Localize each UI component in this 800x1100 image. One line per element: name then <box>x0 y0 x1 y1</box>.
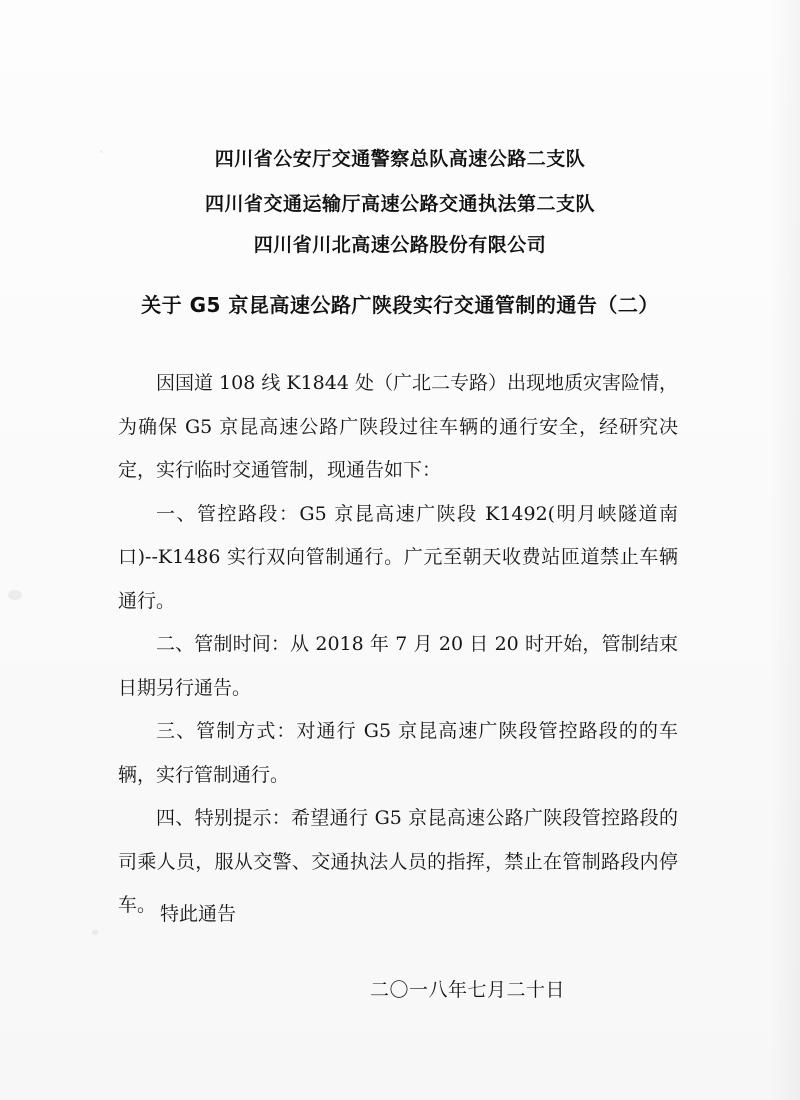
paragraph-section-4: 四、特别提示：希望通行 G5 京昆高速公路广陕段管控路段的司乘人员，服从交警、交通执法人员的指挥，禁止在管制路段内停车。 <box>118 807 678 916</box>
notice-body <box>118 362 678 928</box>
issuer-line-3: 四川省川北高速公路股份有限公司 <box>253 234 547 256</box>
paragraph-section-2: 二、管制时间：从 2018 年 7 月 20 日 20 时开始，管制结束日期另行通告。 <box>118 633 678 699</box>
closing-statement: 特此通告 <box>160 903 237 925</box>
issue-date: 二〇一八年七月二十日 <box>370 979 566 1001</box>
scan-spot <box>92 930 98 935</box>
issuer-line-1: 四川省公安厅交通警察总队高速公路二支队 <box>214 148 586 170</box>
paragraph-section-1: 一、管控路段：G5 京昆高速广陕段 K1492(明月峡隧道南口)--K1486 实行双向管制通行。广元至朝天收费站匝道禁止车辆通行。 <box>118 502 678 612</box>
notice-title: 关于 G5 京昆高速公路广陕段实行交通管制的通告（二） <box>141 293 659 317</box>
issuer-line-2: 四川省交通运输厅高速公路交通执法第二支队 <box>204 193 595 215</box>
scan-spot <box>8 590 22 600</box>
paragraph-section-3: 三、管制方式：对通行 G5 京昆高速广陕段管控路段的的车辆，实行管制通行。 <box>118 720 678 786</box>
paragraph-intro: 因国道 108 线 K1844 处（广北二专路）出现地质灾害险情，为确保 G5 京昆高速公路广陕段过往车辆的通行安全，经研究决定，实行临时交通管制，现通告如下： <box>118 372 678 481</box>
